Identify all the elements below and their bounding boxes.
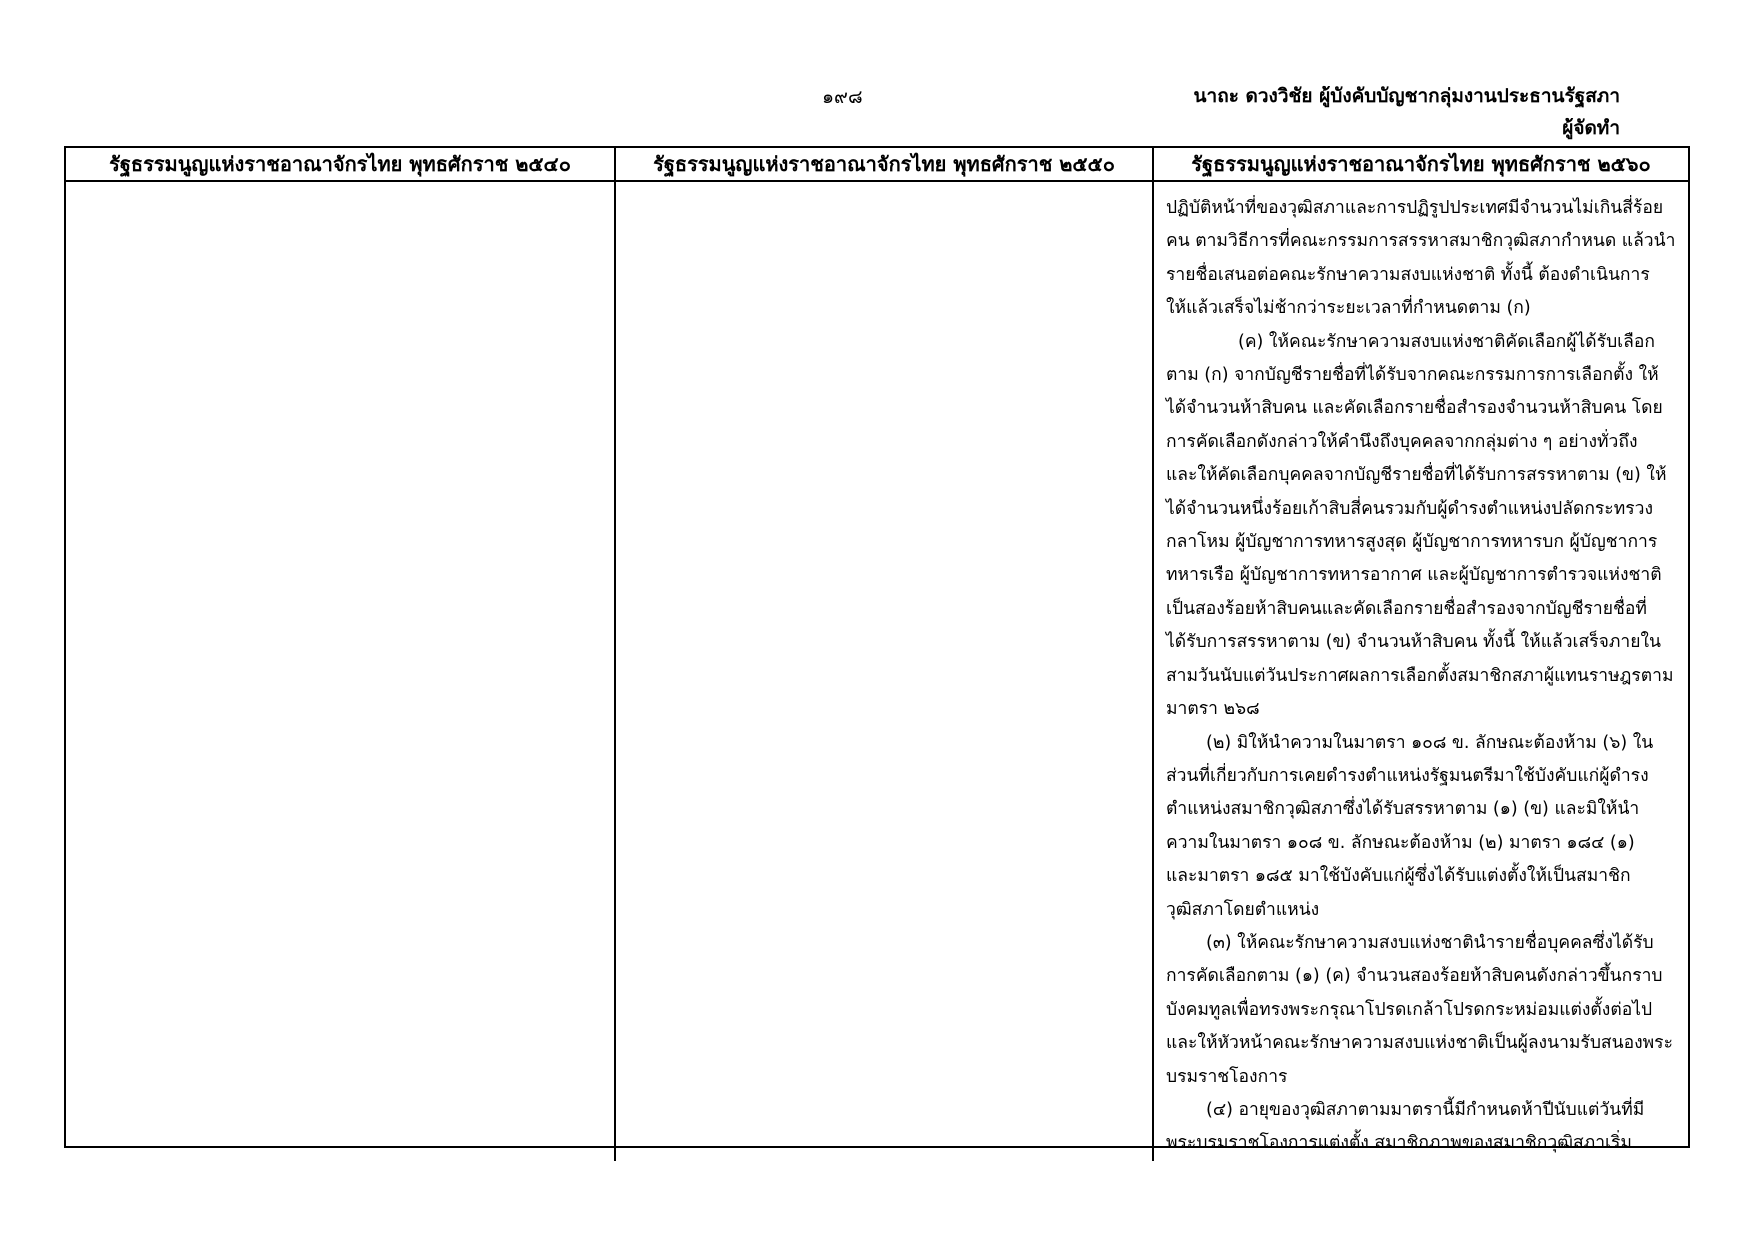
text-line: (๔) อายุของวุฒิสภาตามมาตรานี้มีกำหนดห้าปีนับแต่วันที่มี [1206, 1099, 1645, 1120]
text-line: สามวันนับแต่วันประกาศผลการเลือกตั้งสมาชิกสภาผู้แทนราษฎรตาม [1166, 665, 1674, 686]
text-line: รายชื่อเสนอต่อคณะรักษาความสงบแห่งชาติ ทั้งนี้ ต้องดำเนินการ [1166, 264, 1650, 285]
text-line: และให้คัดเลือกบุคคลจากบัญชีรายชื่อที่ได้รับการสรรหาตาม (ข) ให้ [1166, 465, 1667, 486]
text-line: วุฒิสภาโดยตำแหน่ง [1166, 899, 1320, 920]
text-line: และให้หัวหน้าคณะรักษาความสงบแห่งชาติเป็นผู้ลงนามรับสนองพระ [1166, 1033, 1673, 1054]
text-line: คน ตามวิธีการที่คณะกรรมการสรรหาสมาชิกวุฒิสภากำหนด แล้วนำ [1166, 231, 1676, 252]
header-constitution-2540: รัฐธรรมนูญแห่งราชอาณาจักรไทย พุทธศักราช ๒๕๔๐ [66, 148, 616, 180]
header-constitution-2560: รัฐธรรมนูญแห่งราชอาณาจักรไทย พุทธศักราช ๒๕๖๐ [1191, 152, 1651, 176]
text-line: (๒) มิให้นำความในมาตรา ๑๐๘ ข. ลักษณะต้องห้าม (๖) ใน [1206, 732, 1654, 753]
text-line: พระบรมราชโองการแต่งตั้ง สมาชิกภาพของสมาชิกวุฒิสภาเริ่ม [1166, 1133, 1632, 1154]
cell-constitution-2560 [1154, 182, 1688, 1161]
author-role-line: ผู้จัดทำ [1562, 117, 1620, 139]
text-paragraph [1166, 1094, 1674, 1161]
text-line: ปฏิบัติหน้าที่ของวุฒิสภาและการปฏิรูปประเทศมีจำนวนไม่เกินสี่ร้อย [1166, 198, 1664, 218]
cell-constitution-2550 [616, 182, 1154, 1161]
table-body-row [66, 182, 1688, 1161]
cell-constitution-2540 [66, 182, 616, 1161]
text-paragraph [1166, 326, 1674, 727]
text-line: ได้รับการสรรหาตาม (ข) จำนวนห้าสิบคน ทั้งนี้ ให้แล้วเสร็จภายใน [1166, 632, 1661, 653]
text-line: ได้จำนวนหนึ่งร้อยเก้าสิบสี่คนรวมกับผู้ดำรงตำแหน่งปลัดกระทรวง [1166, 498, 1654, 519]
text-line: ทหารเรือ ผู้บัญชาการทหารอากาศ และผู้บัญชาการตำรวจแห่งชาติ [1166, 565, 1662, 586]
text-line: เป็นสองร้อยห้าสิบคนและคัดเลือกรายชื่อสำรองจากบัญชีรายชื่อที่ [1166, 598, 1647, 619]
author-credit [1100, 80, 1620, 144]
text-line: ความในมาตรา ๑๐๘ ข. ลักษณะต้องห้าม (๒) มาตรา ๑๘๔ (๑) [1166, 832, 1635, 853]
table-header-row [66, 148, 1688, 182]
text-line: ตำแหน่งสมาชิกวุฒิสภาซึ่งได้รับสรรหาตาม (๑) (ข) และมิให้นำ [1166, 799, 1640, 820]
text-line: มาตรา ๒๖๘ [1166, 699, 1260, 720]
text-line: ได้จำนวนห้าสิบคน และคัดเลือกรายชื่อสำรองจำนวนห้าสิบคน โดย [1166, 398, 1663, 419]
text-line: (ค) ให้คณะรักษาความสงบแห่งชาติคัดเลือกผู้ได้รับเลือก [1238, 331, 1655, 352]
author-name-line: นาถะ ดวงวิชัย ผู้บังคับบัญชากลุ่มงานประธานรัฐสภา [1193, 85, 1620, 107]
text-line: ให้แล้วเสร็จไม่ช้ากว่าระยะเวลาที่กำหนดตาม (ก) [1166, 298, 1531, 319]
text-line: ตาม (ก) จากบัญชีรายชื่อที่ได้รับจากคณะกรรมการการเลือกตั้ง ให้ [1166, 365, 1659, 386]
text-line: กลาโหม ผู้บัญชาการทหารสูงสุด ผู้บัญชาการทหารบก ผู้บัญชาการ [1166, 532, 1658, 553]
text-paragraph [1166, 727, 1674, 927]
text-paragraph [1166, 192, 1674, 326]
page-number: ๑๙๘ [822, 86, 863, 108]
comparison-table [64, 146, 1690, 1154]
header-constitution-2550: รัฐธรรมนูญแห่งราชอาณาจักรไทย พุทธศักราช ๒๕๕๐ [616, 148, 1154, 180]
text-line: การคัดเลือกดังกล่าวให้คำนึงถึงบุคคลจากกลุ่มต่าง ๆ อย่างทั่วถึง [1166, 431, 1638, 452]
text-line: บรมราชโองการ [1166, 1066, 1288, 1087]
text-line: (๓) ให้คณะรักษาความสงบแห่งชาตินำรายชื่อบุคคลซึ่งได้รับ [1206, 932, 1654, 953]
text-line: การคัดเลือกตาม (๑) (ค) จำนวนสองร้อยห้าสิบคนดังกล่าวขึ้นกราบ [1166, 966, 1663, 987]
text-line: ส่วนที่เกี่ยวกับการเคยดำรงตำแหน่งรัฐมนตรีมาใช้บังคับแก่ผู้ดำรง [1166, 765, 1649, 786]
text-line: บังคมทูลเพื่อทรงพระกรุณาโปรดเกล้าโปรดกระหม่อมแต่งตั้งต่อไป [1166, 999, 1653, 1020]
text-line: และมาตรา ๑๘๕ มาใช้บังคับแก่ผู้ซึ่งได้รับแต่งตั้งให้เป็นสมาชิก [1166, 866, 1631, 887]
text-paragraph [1166, 927, 1674, 1094]
